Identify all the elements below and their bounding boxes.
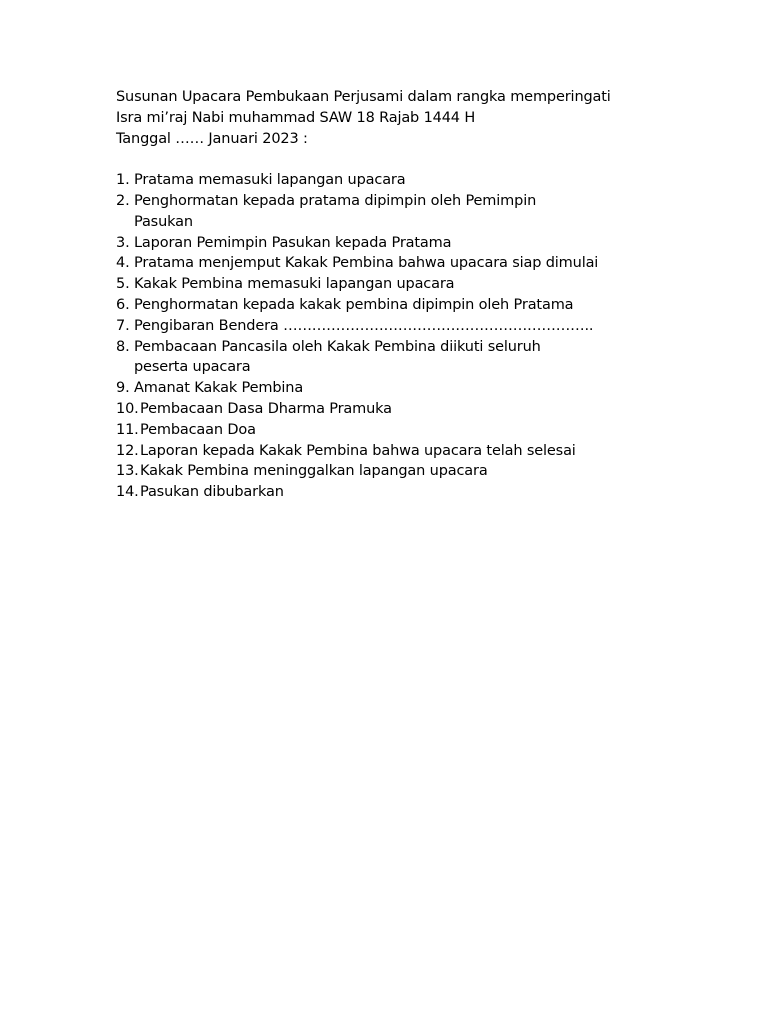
list-item: [116, 233, 636, 254]
item-number: 3.: [116, 234, 130, 251]
item-text: Laporan Pemimpin Pasukan kepada Pratama: [134, 234, 452, 251]
item-text: Pratama memasuki lapangan upacara: [134, 172, 406, 189]
title-line-2: Isra mi’raj Nabi muhammad SAW 18 Rajab 1444 H: [116, 109, 476, 126]
list-item: [116, 378, 636, 399]
list-item: [116, 253, 636, 274]
list-item: [116, 441, 636, 462]
item-text-wrapper: [134, 337, 636, 379]
item-number: 2.: [116, 192, 130, 209]
list-item: [116, 274, 636, 295]
list-item: [116, 170, 636, 191]
title-line-1: Susunan Upacara Pembukaan Perjusami dalam rangka memperingati: [116, 89, 611, 105]
list-item: [116, 316, 636, 337]
ceremony-list: [116, 170, 636, 503]
list-item: [116, 295, 636, 316]
item-text: Penghormatan kepada kakak pembina dipimpin oleh Pratama: [134, 296, 574, 313]
list-item: [116, 461, 636, 482]
item-number: 7.: [116, 317, 130, 334]
list-item: [116, 420, 636, 441]
item-number: 14.: [116, 484, 139, 501]
document-content: [116, 87, 636, 503]
date-line: Tanggal …… Januari 2023 :: [116, 130, 308, 147]
item-text: Pratama menjemput Kakak Pembina bahwa upacara siap dimulai: [134, 255, 599, 272]
item-text: Kakak Pembina memasuki lapangan upacara: [134, 276, 455, 293]
item-text: Pembacaan Doa: [140, 421, 256, 438]
item-number: 4.: [116, 255, 130, 272]
item-text: Pasukan dibubarkan: [140, 484, 284, 501]
blank-line: [116, 149, 636, 170]
item-text-continuation: peserta upacara: [134, 359, 251, 376]
list-item: [116, 399, 636, 420]
item-number: 6.: [116, 296, 130, 313]
item-text: Kakak Pembina meninggalkan lapangan upacara: [140, 463, 488, 480]
item-text-wrapper: [134, 191, 636, 233]
item-text: Pengibaran Bendera ………………………………………………………..: [134, 317, 594, 334]
list-item: [116, 191, 636, 233]
item-text: Pembacaan Dasa Dharma Pramuka: [140, 400, 392, 417]
item-number: 11.: [116, 421, 139, 438]
item-text: Amanat Kakak Pembina: [134, 380, 304, 397]
item-number: 5.: [116, 276, 130, 293]
item-text: Laporan kepada Kakak Pembina bahwa upacara telah selesai: [140, 442, 576, 459]
item-text-continuation: Pasukan: [134, 213, 193, 230]
list-item: [116, 482, 636, 503]
item-number: 1.: [116, 172, 130, 189]
item-number: 9.: [116, 380, 130, 397]
item-text: Pembacaan Pancasila oleh Kakak Pembina diikuti seluruh: [134, 338, 541, 355]
item-number: 13.: [116, 463, 139, 480]
item-number: 10.: [116, 400, 139, 417]
item-number: 12.: [116, 442, 139, 459]
item-text: Penghormatan kepada pratama dipimpin oleh Pemimpin: [134, 192, 537, 209]
item-number: 8.: [116, 338, 130, 355]
list-item: [116, 337, 636, 379]
